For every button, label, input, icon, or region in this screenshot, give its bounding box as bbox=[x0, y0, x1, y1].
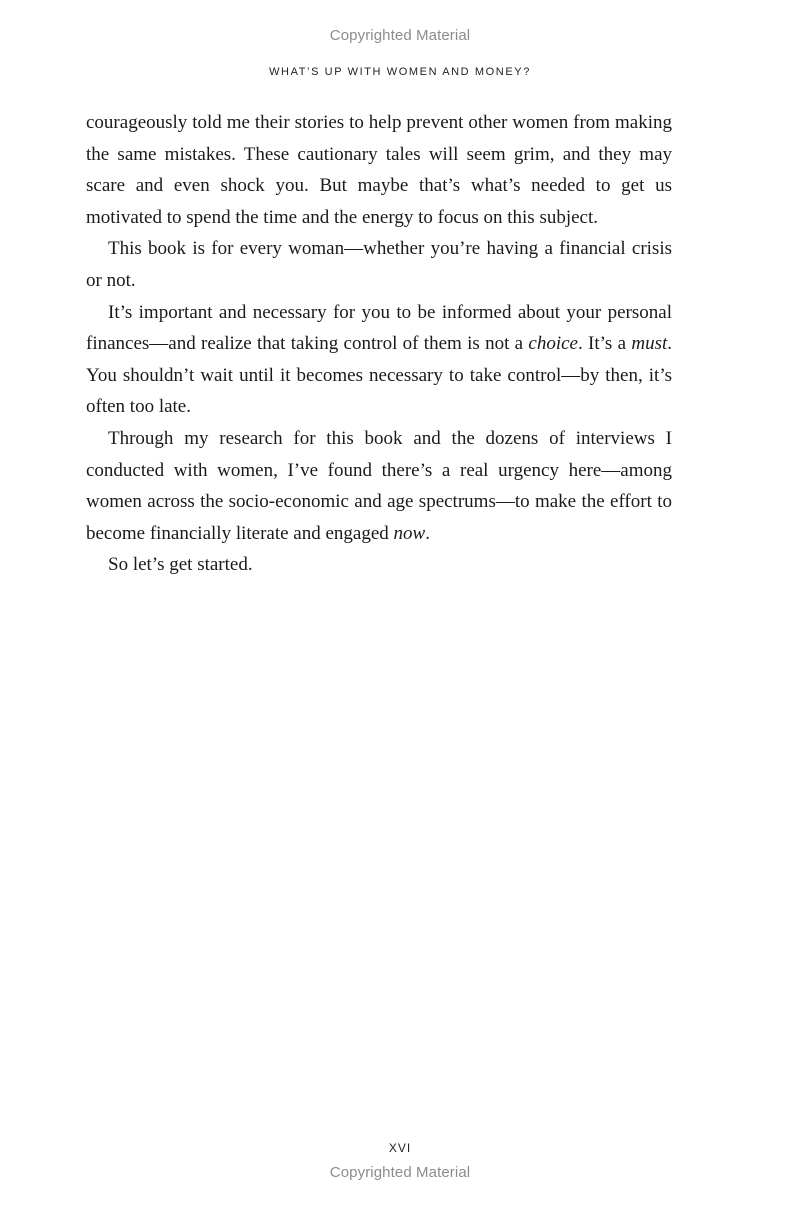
emphasis-now: now bbox=[393, 522, 426, 544]
paragraph-2: This book is for every woman—whether you’re having a financial crisis or not. bbox=[86, 238, 672, 291]
paragraph-3-text-b: . It’s a bbox=[577, 333, 632, 355]
paragraph-4 bbox=[86, 423, 672, 549]
body-text bbox=[86, 107, 672, 581]
paragraph-3-text-a: It’s important and necessary for you to be informed about your personal finances—and realize that taking control of them is not a bbox=[86, 301, 672, 355]
running-head: WHAT’S UP WITH WOMEN AND MONEY? bbox=[269, 66, 531, 78]
paragraph-1: courageously told me their stories to help prevent other women from making the same mistakes. These cautionary tales will seem grim, and they may scare and even shock you. But maybe that’s what’s needed to get us motivated to spend the time and the energy to focus on this subject. bbox=[86, 112, 672, 228]
paragraph-3 bbox=[86, 297, 672, 423]
page-number: XVI bbox=[388, 1141, 412, 1155]
watermark-top: Copyrighted Material bbox=[329, 27, 471, 44]
paragraph-5: So let’s get started. bbox=[108, 554, 253, 576]
paragraph-4-text-a: Through my research for this book and the dozens of interviews I conducted with women, I’ve found there’s a real urgency here—among women across the socio-economic and age spectrums—to make the effort to become financially literate and engaged bbox=[86, 427, 672, 544]
paragraph-4-text-b: . bbox=[425, 522, 430, 544]
watermark-bottom: Copyrighted Material bbox=[329, 1164, 471, 1181]
emphasis-must: must bbox=[631, 333, 668, 355]
paragraph-3-text-c: . You shouldn’t wait until it becomes necessary to take control—by then, it’s often too late. bbox=[86, 333, 672, 418]
emphasis-choice: choice bbox=[528, 333, 578, 355]
